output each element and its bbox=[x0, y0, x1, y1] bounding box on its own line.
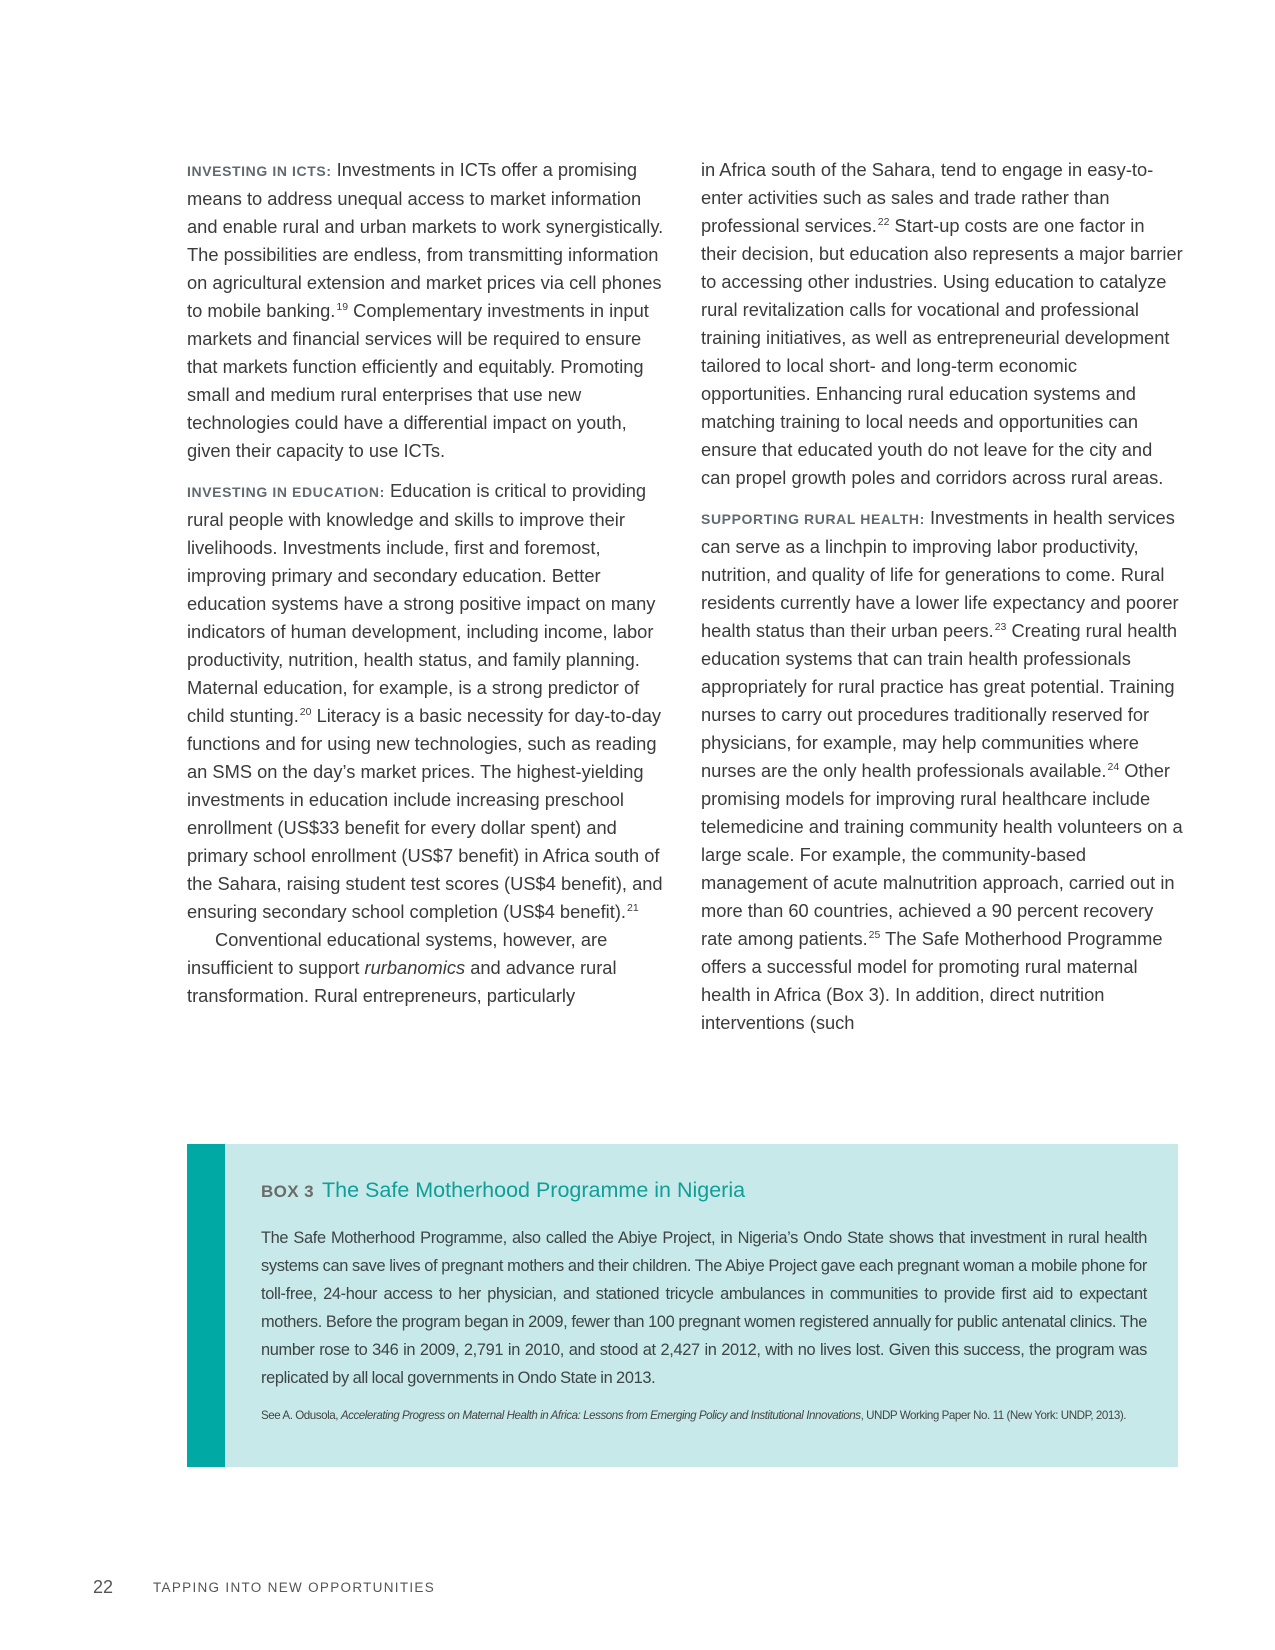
footnote-ref: 24 bbox=[1107, 761, 1120, 773]
paragraph-text: in Africa south of the Sahara, tend to engage in easy-to-enter activities such as sales and trade rather than professional services. bbox=[701, 159, 1154, 236]
paragraph-conventional-education bbox=[187, 926, 669, 1010]
paragraph-text: and advance rural transformation. Rural entrepreneurs, particularly bbox=[187, 957, 617, 1006]
paragraph-text: Literacy is a basic necessity for day-to-day functions and for using new technologies, such as reading an SMS on the day’s market prices. The highest-yielding investments in education include increasing preschool enrollment (US$33 benefit for every dollar spent) and primary school enrollment (US$7 benefit) in Africa south of the Sahara, raising student test scores (US$4 benefit), and ensuring secondary school completion (US$4 benefit). bbox=[187, 705, 663, 922]
paragraph-investing-in-education bbox=[187, 477, 669, 926]
box-header bbox=[261, 1178, 1147, 1210]
lead-in-heading: INVESTING IN EDUCATION: bbox=[187, 484, 385, 500]
footnote-ref: 25 bbox=[868, 929, 881, 941]
box-content bbox=[261, 1178, 1147, 1424]
box-3-sidebar bbox=[187, 1144, 1178, 1467]
source-title: Accelerating Progress on Maternal Health in Africa: Lessons from Emerging Policy and Institutional Innovations bbox=[340, 1409, 861, 1422]
page-footer bbox=[93, 1577, 436, 1599]
right-column bbox=[701, 156, 1183, 1037]
box-title: The Safe Motherhood Programme in Nigeria bbox=[322, 1178, 746, 1202]
source-suffix: , UNDP Working Paper No. 11 (New York: UNDP, 2013). bbox=[860, 1409, 1127, 1422]
paragraph-text: Complementary investments in input markets and financial services will be required to ensure that markets function efficiently and equitably. Promoting small and medium rural enterprises that use new technologies could have a differential impact on youth, given their capacity to use ICTs. bbox=[187, 300, 649, 461]
footnote-ref: 20 bbox=[299, 706, 312, 718]
paragraph-supporting-rural-health bbox=[701, 504, 1183, 1037]
left-column bbox=[187, 156, 669, 1010]
footnote-ref: 23 bbox=[994, 621, 1007, 633]
paragraph-text: Investments in health services can serve as a linchpin to improving labor productivity, nutrition, and quality of life for generations to come. Rural residents currently have a lower life expectancy and poorer health status than their urban peers. bbox=[701, 507, 1179, 641]
paragraph-text: Creating rural health education systems that can train health professionals appropriately for rural practice has great potential. Training nurses to carry out procedures traditionally reserved for physicians, for example, may help communities where nurses are the only health professionals available. bbox=[701, 620, 1178, 781]
italic-term: rurbanomics bbox=[364, 957, 466, 978]
lead-in-heading: INVESTING IN ICTS: bbox=[187, 163, 332, 179]
box-accent-bar bbox=[187, 1144, 225, 1467]
running-head: TAPPING INTO NEW OPPORTUNITIES bbox=[153, 1580, 436, 1595]
paragraph-text: Conventional educational systems, however, are insufficient to support bbox=[187, 929, 608, 978]
paragraph-text: The Safe Motherhood Programme offers a successful model for promoting rural maternal health in Africa (Box 3). In addition, direct nutrition interventions (such bbox=[701, 928, 1163, 1033]
paragraph-text: Start-up costs are one factor in their decision, but education also represents a major barrier to accessing other industries. Using education to catalyze rural revitalization calls for vocational and professional training initiatives, as well as entrepreneurial development tailored to local short- and long-term economic opportunities. Enhancing rural education systems and matching training to local needs and opportunities can ensure that educated youth do not leave for the city and can propel growth poles and corridors across rural areas. bbox=[701, 215, 1183, 488]
footnote-ref: 21 bbox=[627, 902, 639, 914]
page-number: 22 bbox=[93, 1577, 114, 1597]
box-body-text: The Safe Motherhood Programme, also called the Abiye Project, in Nigeria’s Ondo State shows that investment in rural health systems can save lives of pregnant mothers and their children. The Abiye Project gave each pregnant woman a mobile phone for toll-free, 24-hour access to her physician, and stationed tricycle ambulances in communities to provide first aid to expectant mothers. Before the program began in 2009, fewer than 100 pregnant women registered annually for public antenatal clinics. The number rose to 346 in 2009, 2,791 in 2010, and stood at 2,427 in 2012, with no lives lost. Given this success, the program was replicated by all local governments in Ondo State in 2013. bbox=[261, 1229, 1147, 1387]
paragraph-investing-in-icts bbox=[187, 156, 669, 465]
lead-in-heading: SUPPORTING RURAL HEALTH: bbox=[701, 511, 925, 527]
paragraph-rural-entrepreneurs bbox=[701, 156, 1183, 492]
paragraph-text: Investments in ICTs offer a promising means to address unequal access to market information and enable rural and urban markets to work synergistically. The possibilities are endless, from transmitting information on agricultural extension and market prices via cell phones to mobile banking. bbox=[187, 159, 664, 321]
paragraph-text: Education is critical to providing rural people with knowledge and skills to improve their livelihoods. Investments include, first and foremost, improving primary and secondary education. Better education systems have a strong positive impact on many indicators of human development, including income, labor productivity, nutrition, health status, and family planning. Maternal education, for example, is a strong predictor of child stunting. bbox=[187, 480, 656, 726]
box-label: BOX 3 bbox=[261, 1182, 315, 1201]
footnote-ref: 22 bbox=[877, 216, 890, 228]
footnote-ref: 19 bbox=[336, 301, 349, 313]
box-source-note bbox=[261, 1408, 1147, 1424]
paragraph-text: Other promising models for improving rural healthcare include telemedicine and training community health volunteers on a large scale. For example, the community-based management of acute malnutrition approach, carried out in more than 60 countries, achieved a 90 percent recovery rate among patients. bbox=[701, 760, 1183, 949]
source-prefix: See A. Odusola, bbox=[261, 1409, 341, 1422]
